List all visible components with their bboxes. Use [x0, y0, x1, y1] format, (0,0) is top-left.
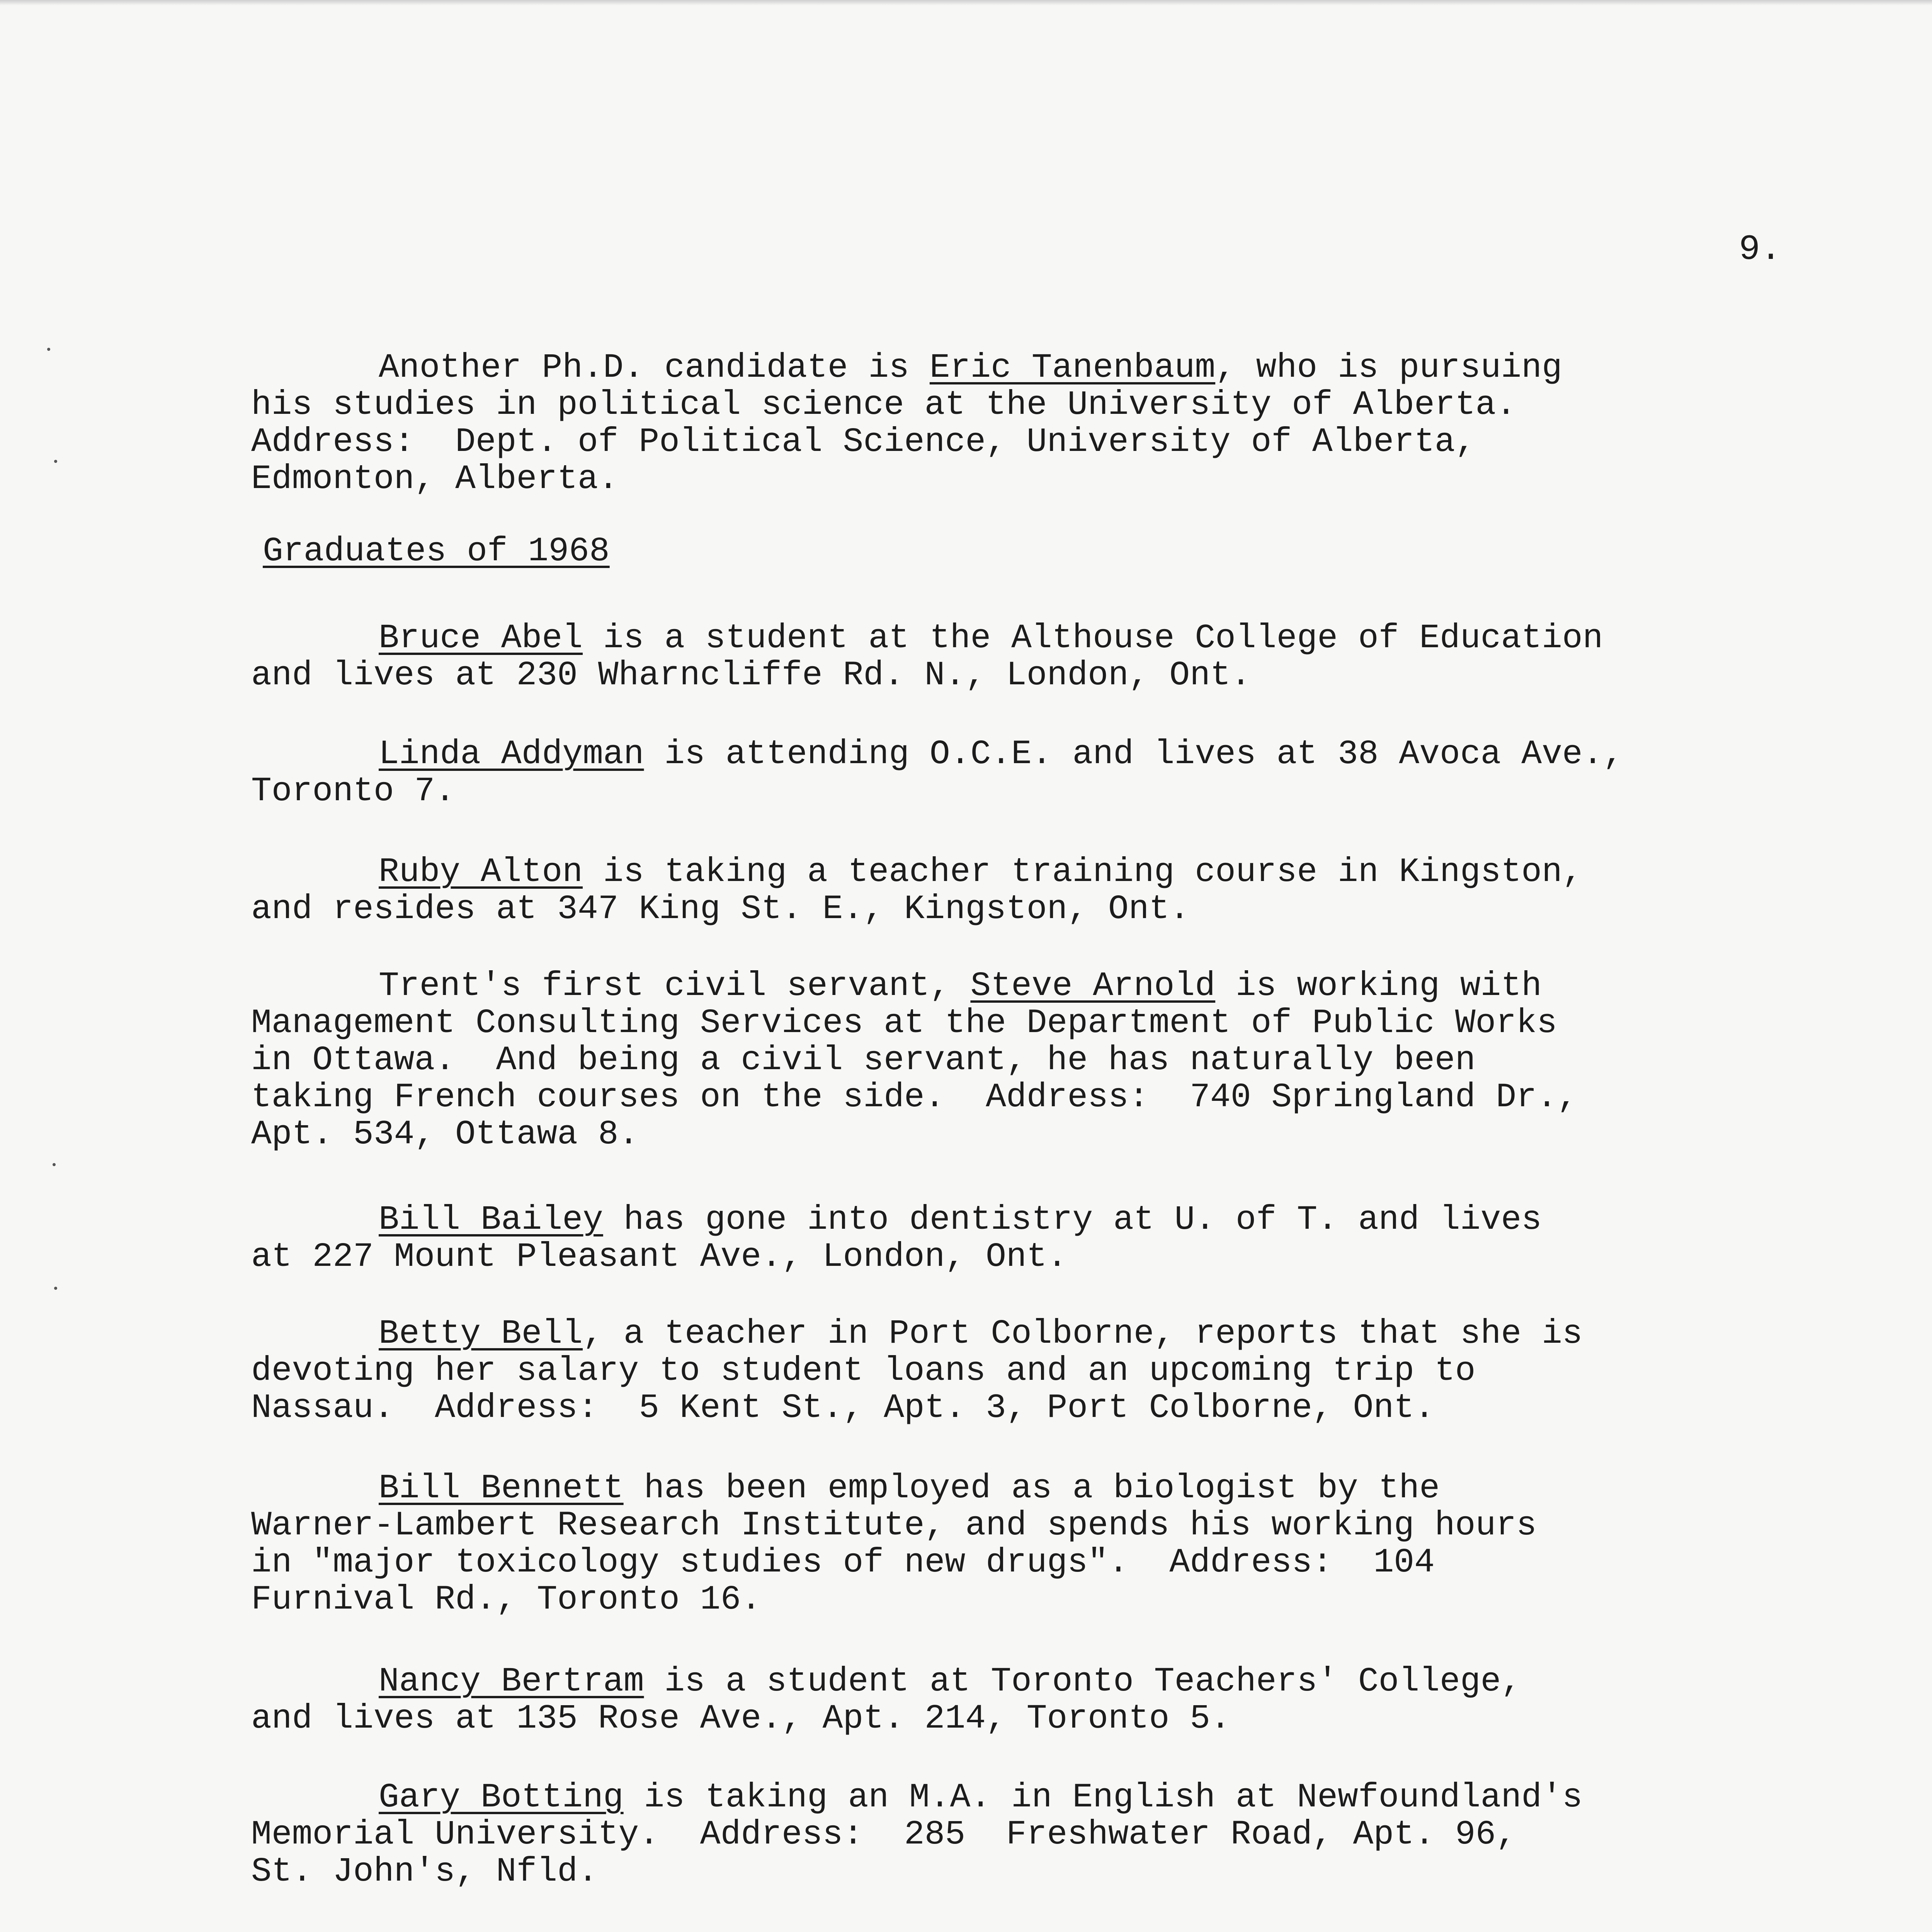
line-text: Another Ph.D. candidate is: [379, 349, 930, 387]
line-text: Warner-Lambert Research Institute, and spends his working hours: [251, 1507, 1537, 1545]
person-name: Steve Arnold: [970, 967, 1216, 1005]
text-line: [251, 1507, 1874, 1544]
text-line: [251, 1663, 1874, 1701]
text-line: [251, 1316, 1874, 1353]
line-text: Toronto 7.: [251, 772, 456, 811]
line-text: devoting her salary to student loans and an upcoming trip to: [251, 1352, 1476, 1390]
line-text: Nassau. Address: 5 Kent St., Apt. 3, Port Colborne, Ont.: [251, 1389, 1435, 1427]
line-text: Address: Dept. of Political Science, University of Alberta,: [251, 423, 1476, 461]
line-text: at 227 Mount Pleasant Ave., London, Ont.: [251, 1238, 1068, 1276]
text-line: [251, 461, 1874, 498]
scan-speck: [47, 348, 50, 351]
line-text: and lives at 230 Wharncliffe Rd. N., London, Ont.: [251, 656, 1251, 695]
scan-speck: [54, 460, 57, 463]
text-line: [251, 968, 1874, 1005]
text-line: [251, 1116, 1874, 1153]
person-name: Betty Bell: [379, 1315, 583, 1353]
line-text: his studies in political science at the University of Alberta.: [251, 386, 1517, 424]
person-name: Nancy Bertram: [379, 1663, 644, 1701]
line-text: and resides at 347 King St. E., Kingston, Ont.: [251, 890, 1190, 929]
line-text: Management Consulting Services at the Department of Public Works: [251, 1004, 1557, 1043]
line-text: Edmonton, Alberta.: [251, 460, 619, 498]
person-name: Eric Tanenbaum: [929, 349, 1216, 387]
text-line: [251, 657, 1874, 694]
line-text: St. John's, Nfld.: [251, 1853, 598, 1891]
person-name: Bill Bailey: [379, 1201, 603, 1239]
text-line: [251, 891, 1874, 928]
line-text: is working with: [1215, 967, 1542, 1005]
text-line: [251, 1470, 1874, 1507]
text-line: [251, 1854, 1874, 1891]
line-text: in "major toxicology studies of new drugs". Address: 104: [251, 1544, 1435, 1582]
text-line: [251, 1005, 1874, 1042]
scan-speck: [54, 1287, 57, 1290]
alumni-entry: [251, 1202, 1874, 1276]
line-text: is a student at Toronto Teachers' College,: [644, 1663, 1522, 1701]
alumni-entry: [251, 1470, 1874, 1619]
alumni-entry: [251, 1663, 1874, 1738]
text-line: [251, 736, 1874, 773]
section-heading: Graduates of 1968: [263, 532, 610, 571]
text-line: [251, 1353, 1874, 1390]
person-name: Gary Botting: [379, 1779, 624, 1817]
text-line: [251, 1701, 1874, 1738]
scan-edge-shadow: [0, 0, 1932, 5]
alumni-entry: [251, 1316, 1874, 1427]
alumni-entry: [251, 620, 1874, 694]
line-text: Memorial University. Address: 285 Freshwater Road, Apt. 96,: [251, 1816, 1517, 1854]
person-name: Bruce Abel: [379, 619, 583, 658]
intro-paragraph: [251, 350, 1874, 498]
person-name: Ruby Alton: [379, 853, 583, 891]
line-text: Apt. 534, Ottawa 8.: [251, 1116, 639, 1154]
line-text: is attending O.C.E. and lives at 38 Avoca Ave.,: [644, 735, 1624, 774]
text-line: [251, 1779, 1874, 1816]
line-text: is a student at the Althouse College of Education: [583, 619, 1603, 658]
person-name: Linda Addyman: [379, 735, 644, 774]
text-line: [251, 1202, 1874, 1239]
text-line: [251, 1582, 1874, 1619]
scan-speck: [53, 1163, 56, 1166]
text-line: [251, 1390, 1874, 1427]
text-line: [251, 1816, 1874, 1854]
text-line: [251, 620, 1874, 657]
text-line: [251, 424, 1874, 461]
line-text: , who is pursuing: [1215, 349, 1562, 387]
line-text: Furnival Rd., Toronto 16.: [251, 1581, 762, 1619]
line-text: Trent's first civil servant,: [379, 967, 971, 1005]
text-line: [251, 1042, 1874, 1079]
text-line: [251, 350, 1874, 387]
person-name: Bill Bennett: [379, 1469, 624, 1508]
line-text: , a teacher in Port Colborne, reports that she is: [583, 1315, 1583, 1353]
text-line: [251, 854, 1874, 891]
page-number: 9.: [1739, 229, 1782, 270]
line-text: and lives at 135 Rose Ave., Apt. 214, Toronto 5.: [251, 1700, 1231, 1738]
alumni-entry: [251, 968, 1874, 1153]
text-line: [251, 1544, 1874, 1582]
line-text: is taking an M.A. in English at Newfoundland's: [623, 1779, 1583, 1817]
line-text: taking French courses on the side. Address: 740 Springland Dr.,: [251, 1078, 1578, 1117]
alumni-entry: [251, 736, 1874, 810]
text-line: [251, 773, 1874, 810]
text-line: [251, 1079, 1874, 1116]
alumni-entry: [251, 854, 1874, 928]
text-line: [251, 387, 1874, 424]
line-text: in Ottawa. And being a civil servant, he has naturally been: [251, 1041, 1476, 1080]
line-text: has been employed as a biologist by the: [623, 1469, 1440, 1508]
line-text: is taking a teacher training course in Kingston,: [583, 853, 1583, 891]
line-text: has gone into dentistry at U. of T. and lives: [603, 1201, 1542, 1239]
alumni-entry: [251, 1779, 1874, 1891]
text-line: [251, 1239, 1874, 1276]
